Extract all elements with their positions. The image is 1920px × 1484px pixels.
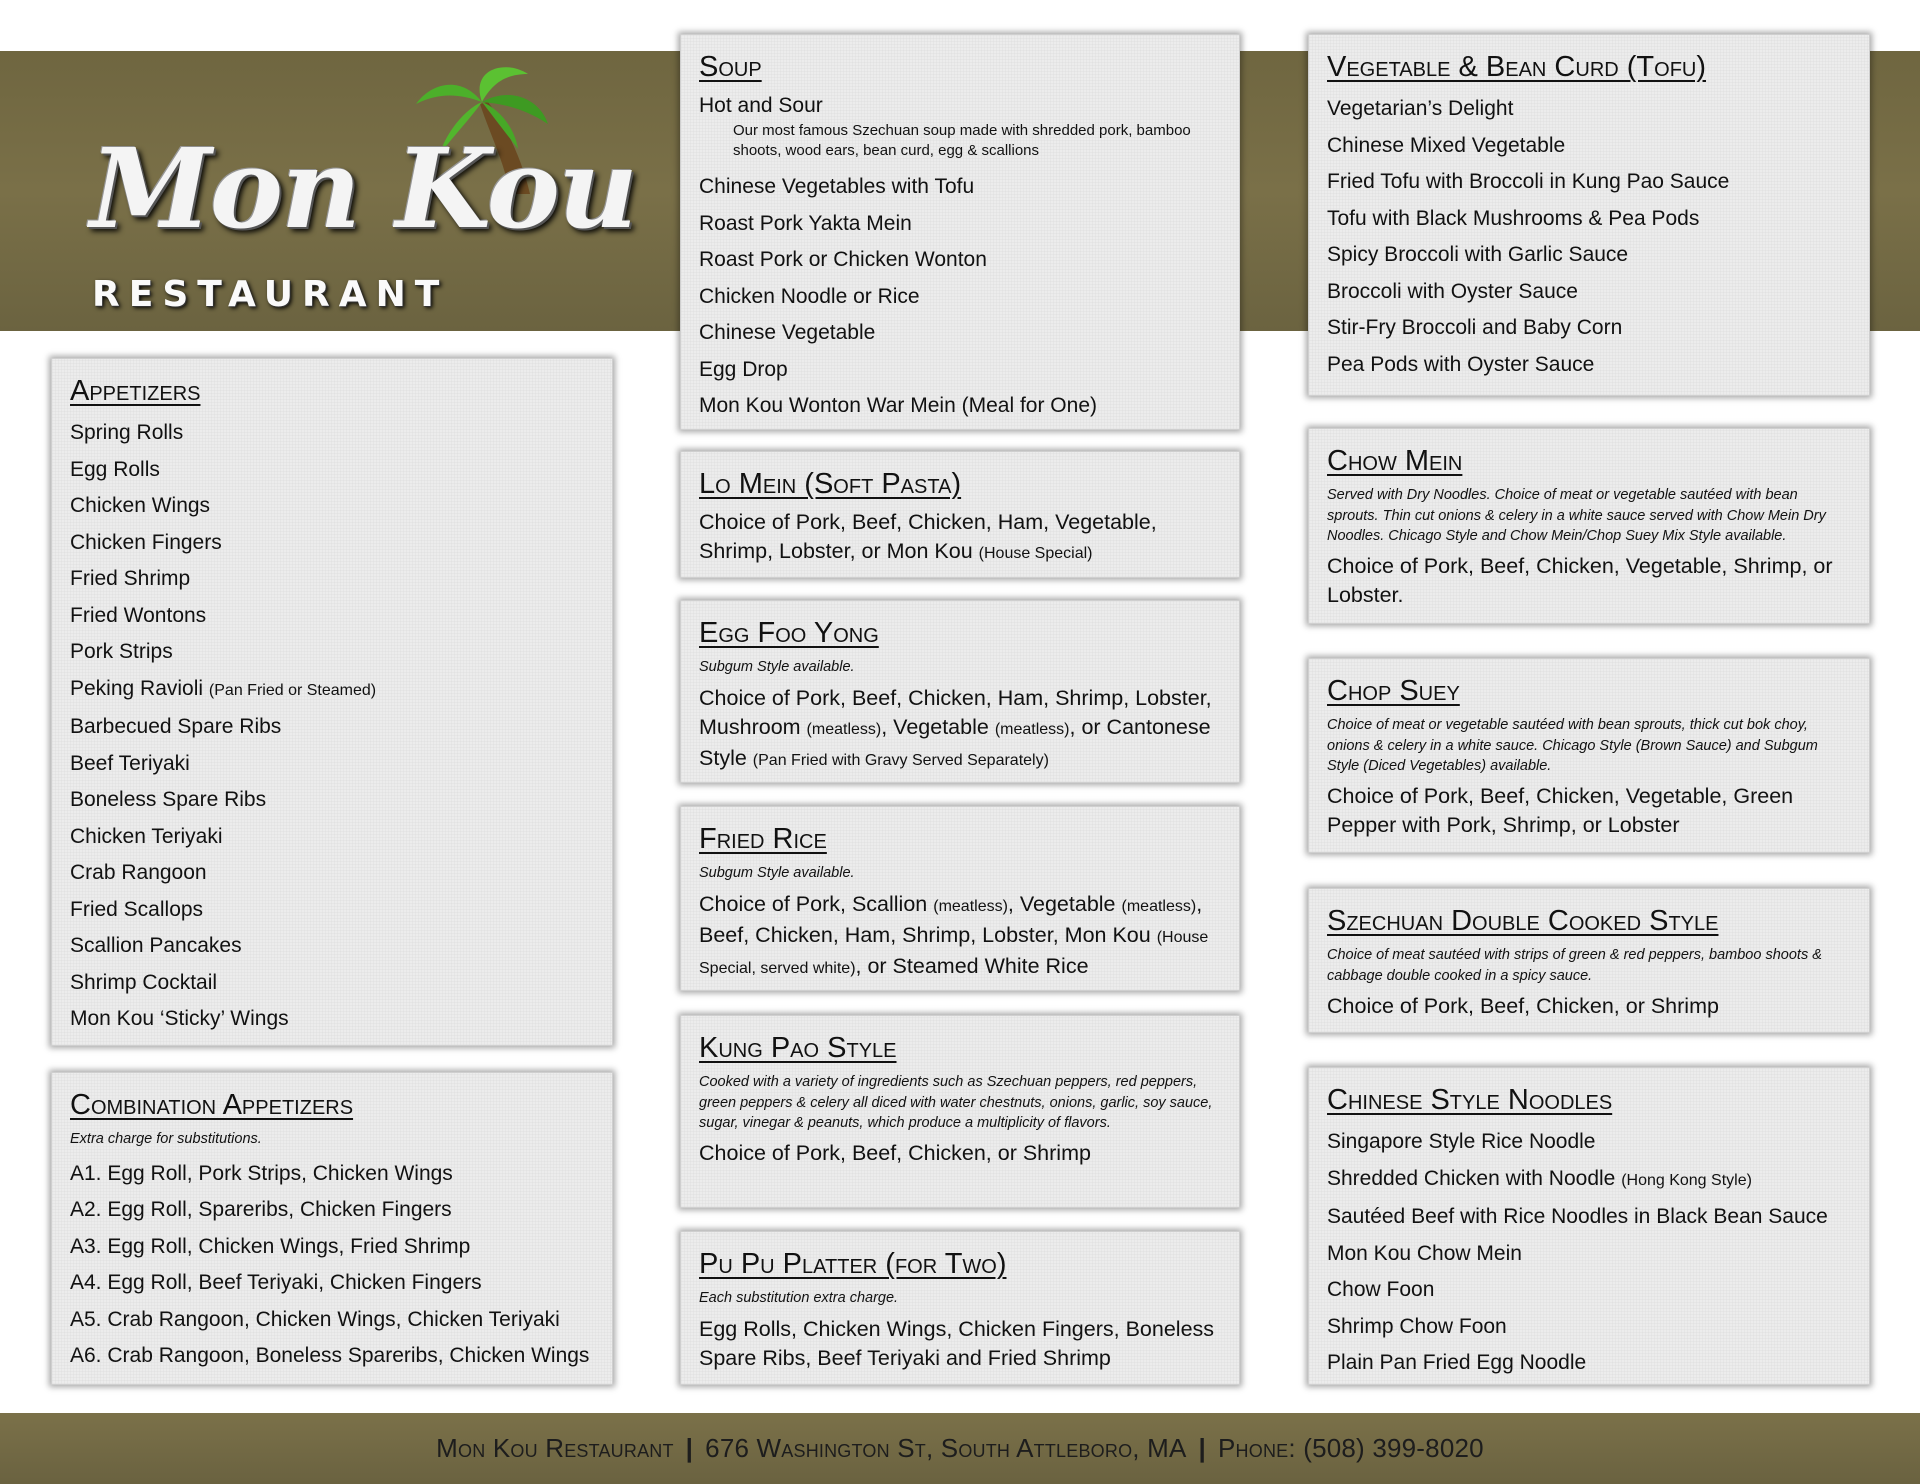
list-item: A4. Egg Roll, Beef Teriyaki, Chicken Fingers: [70, 1271, 482, 1295]
kungpao-title: Kung Pao Style: [699, 1032, 897, 1064]
choice-text: , or Steamed White Rice: [855, 953, 1089, 978]
list-item: Fried Wontons: [70, 603, 207, 627]
list-item: Roast Pork Yakta Mein: [699, 211, 912, 235]
list-item: Chinese Mixed Vegetable: [1327, 133, 1566, 157]
lomein-panel: [680, 451, 1240, 578]
kungpao-panel: [680, 1015, 1240, 1208]
list-item: Pea Pods with Oyster Sauce: [1327, 352, 1595, 376]
choice-note: (meatless): [1121, 897, 1197, 915]
chowmein-choice: Choice of Pork, Beef, Chicken, Vegetable, Shrimp, or Lobster.: [1327, 554, 1833, 608]
appetizers-title: Appetizers: [70, 375, 201, 407]
list-item: Scallion Pancakes: [70, 934, 242, 958]
list-item: Chinese Vegetables with Tofu: [699, 175, 975, 199]
combination-title: Combination Appetizers: [70, 1089, 354, 1121]
eggfoo-choice: [699, 684, 1221, 775]
lomein-title: Lo Mein (Soft Pasta): [699, 468, 962, 500]
list-item: Beef Teriyaki: [70, 751, 190, 775]
friedrice-panel: [680, 806, 1240, 991]
combination-panel: [51, 1072, 613, 1385]
list-item: Spicy Broccoli with Garlic Sauce: [1327, 243, 1629, 267]
choice-text: , or Cantonese Style: [699, 714, 1211, 770]
pupu-note: Each substitution extra charge.: [699, 1290, 899, 1307]
item-name: Peking Ravioli: [70, 676, 204, 700]
list-item: Mon Kou Wonton War Mein (Meal for One): [699, 394, 1097, 418]
list-item: Mon Kou ‘Sticky’ Wings: [70, 1007, 289, 1031]
list-item: Fried Scallops: [70, 897, 204, 921]
list-item: Barbecued Spare Ribs: [70, 715, 282, 739]
soup-panel: [680, 34, 1240, 430]
list-item: Shrimp Chow Foon: [1327, 1314, 1507, 1338]
choice-text: Choice of Pork, Scallion: [699, 891, 928, 916]
chopsuey-title: Chop Suey: [1327, 675, 1460, 707]
eggfoo-note: Subgum Style available.: [699, 659, 855, 676]
soup-description: Our most famous Szechuan soup made with shredded pork, bamboo shoots, wood ears, bean curd, egg & scallions: [733, 122, 1191, 160]
item-name: Shredded Chicken with Noodle: [1327, 1166, 1616, 1190]
chowmein-title: Chow Mein: [1327, 445, 1463, 477]
list-item: Singapore Style Rice Noodle: [1327, 1130, 1596, 1154]
item-note: (Hong Kong Style): [1621, 1171, 1752, 1189]
list-item: Vegetarian’s Delight: [1327, 97, 1514, 121]
choice-text: Choice of Pork, Beef, Chicken, Ham, Shrimp, Lobster, Mushroom: [699, 685, 1212, 739]
list-item: Chow Foon: [1327, 1278, 1435, 1302]
chowmein-panel: [1308, 428, 1870, 624]
chopsuey-choice: Choice of Pork, Beef, Chicken, Vegetable, Green Pepper with Pork, Shrimp, or Lobster: [1327, 784, 1794, 838]
pupu-choice: Egg Rolls, Chicken Wings, Chicken Fingers, Boneless Spare Ribs, Beef Teriyaki and Fried Shrimp: [699, 1316, 1215, 1370]
list-item: Boneless Spare Ribs: [70, 788, 267, 812]
list-item: A3. Egg Roll, Chicken Wings, Fried Shrimp: [70, 1234, 471, 1258]
noodles-title: Chinese Style Noodles: [1327, 1084, 1613, 1116]
szechuan-title: Szechuan Double Cooked Style: [1327, 905, 1719, 937]
choice-note: (meatless): [806, 720, 882, 738]
noodles-panel: [1308, 1067, 1870, 1385]
list-item: [70, 671, 594, 710]
list-item: A5. Crab Rangoon, Chicken Wings, Chicken Teriyaki: [70, 1307, 560, 1331]
pupu-panel: [680, 1231, 1240, 1385]
combination-note: Extra charge for substitutions.: [70, 1131, 262, 1148]
list-item: Spring Rolls: [70, 421, 184, 445]
choice-note: (meatless): [933, 897, 1008, 915]
list-item: Chinese Vegetable: [699, 321, 876, 345]
footer-name: Mon Kou Restaurant: [436, 1433, 674, 1463]
list-item: Pork Strips: [70, 640, 173, 664]
vegetable-panel: [1308, 34, 1870, 396]
eggfoo-title: Egg Foo Yong: [699, 617, 879, 649]
chopsuey-note: Choice of meat or vegetable sautéed with bean sprouts, thick cut bok choy, onions & celery in a white sauce. Chicago Style (Brown Sauce) and Subgum Style (Diced Vegetables) available.: [1327, 717, 1818, 774]
list-item: Hot and Sour: [699, 94, 823, 118]
choice-note: (Pan Fried with Gravy Served Separately): [752, 751, 1049, 769]
restaurant-logo: [80, 64, 636, 324]
lomein-choice: [699, 508, 1221, 568]
friedrice-title: Fried Rice: [699, 823, 827, 855]
list-item: Egg Drop: [699, 357, 788, 381]
footer-phone: Phone: (508) 399-8020: [1218, 1433, 1484, 1463]
list-item: Shrimp Cocktail: [70, 970, 218, 994]
list-item: Crab Rangoon: [70, 861, 207, 885]
choice-text: , Vegetable: [1007, 891, 1116, 916]
choice-note: (House Special): [978, 545, 1093, 563]
kungpao-note: Cooked with a variety of ingredients such as Szechuan peppers, red peppers, green peppers & celery all diced with water chestnuts, onions, garlic, soy sauce, sugar, vinegar & peanuts, which produce a multiplicity of flavors.: [699, 1074, 1213, 1131]
list-item: A6. Crab Rangoon, Boneless Spareribs, Chicken Wings: [70, 1344, 590, 1368]
szechuan-note: Choice of meat sautéed with strips of green & red peppers, bamboo shoots & cabbage double cooked in a spicy sauce.: [1327, 947, 1822, 984]
chowmein-note: Served with Dry Noodles. Choice of meat or vegetable sautéed with bean sprouts. Thin cut onions & celery in a white sauce served with Chow Mein Dry Noodles. Chicago Style and Chow Mein/Chop Suey Mix Style available.: [1327, 487, 1826, 544]
soup-title: Soup: [699, 51, 762, 83]
choice-note: (meatless): [994, 720, 1070, 738]
footer-address: 676 Washington St, South Attleboro, MA: [705, 1433, 1187, 1463]
vegetable-title: Vegetable & Bean Curd (Tofu): [1327, 51, 1707, 83]
list-item: Chicken Teriyaki: [70, 824, 223, 848]
footer-separator: |: [1198, 1433, 1207, 1463]
logo-subtitle: RESTAURANT: [92, 274, 449, 315]
choice-note: (House Special, served white): [699, 928, 1209, 977]
szechuan-panel: [1308, 888, 1870, 1033]
item-note: (Pan Fried or Steamed): [208, 681, 377, 699]
list-item: Broccoli with Oyster Sauce: [1327, 279, 1578, 303]
friedrice-choice: [699, 890, 1221, 983]
list-item: Egg Rolls: [70, 457, 160, 481]
footer: [0, 1413, 1920, 1484]
list-item: Fried Tofu with Broccoli in Kung Pao Sauce: [1327, 170, 1730, 194]
eggfoo-panel: [680, 600, 1240, 783]
list-item: Chicken Wings: [70, 494, 211, 518]
list-item: Chicken Fingers: [70, 530, 222, 554]
choice-text: Choice of Pork, Beef, Chicken, Ham, Vegetable, Shrimp, Lobster, or Mon Kou: [699, 510, 1157, 564]
choice-text: , Vegetable: [881, 714, 989, 739]
friedrice-note: Subgum Style available.: [699, 865, 855, 882]
kungpao-choice: Choice of Pork, Beef, Chicken, or Shrimp: [699, 1141, 1091, 1166]
list-item: Stir-Fry Broccoli and Baby Corn: [1327, 316, 1623, 340]
list-item: Sautéed Beef with Rice Noodles in Black Bean Sauce: [1327, 1205, 1828, 1229]
choice-text: , Beef, Chicken, Ham, Shrimp, Lobster, Mon Kou: [699, 891, 1203, 947]
list-item: Plain Pan Fried Egg Noodle: [1327, 1351, 1587, 1375]
pupu-title: Pu Pu Platter (for Two): [699, 1248, 1007, 1280]
list-item: Fried Shrimp: [70, 567, 191, 591]
list-item: A2. Egg Roll, Spareribs, Chicken Fingers: [70, 1198, 452, 1222]
szechuan-choice: Choice of Pork, Beef, Chicken, or Shrimp: [1327, 993, 1719, 1018]
footer-separator: |: [685, 1433, 694, 1463]
list-item: [1327, 1161, 1851, 1200]
list-item: Chicken Noodle or Rice: [699, 284, 920, 308]
list-item: Roast Pork or Chicken Wonton: [699, 248, 987, 272]
chopsuey-panel: [1308, 658, 1870, 853]
appetizers-panel: [51, 358, 613, 1046]
list-item: Mon Kou Chow Mein: [1327, 1241, 1522, 1265]
list-item: Tofu with Black Mushrooms & Pea Pods: [1327, 206, 1700, 230]
list-item: A1. Egg Roll, Pork Strips, Chicken Wings: [70, 1161, 453, 1185]
logo-name: Mon Kou: [90, 124, 636, 253]
